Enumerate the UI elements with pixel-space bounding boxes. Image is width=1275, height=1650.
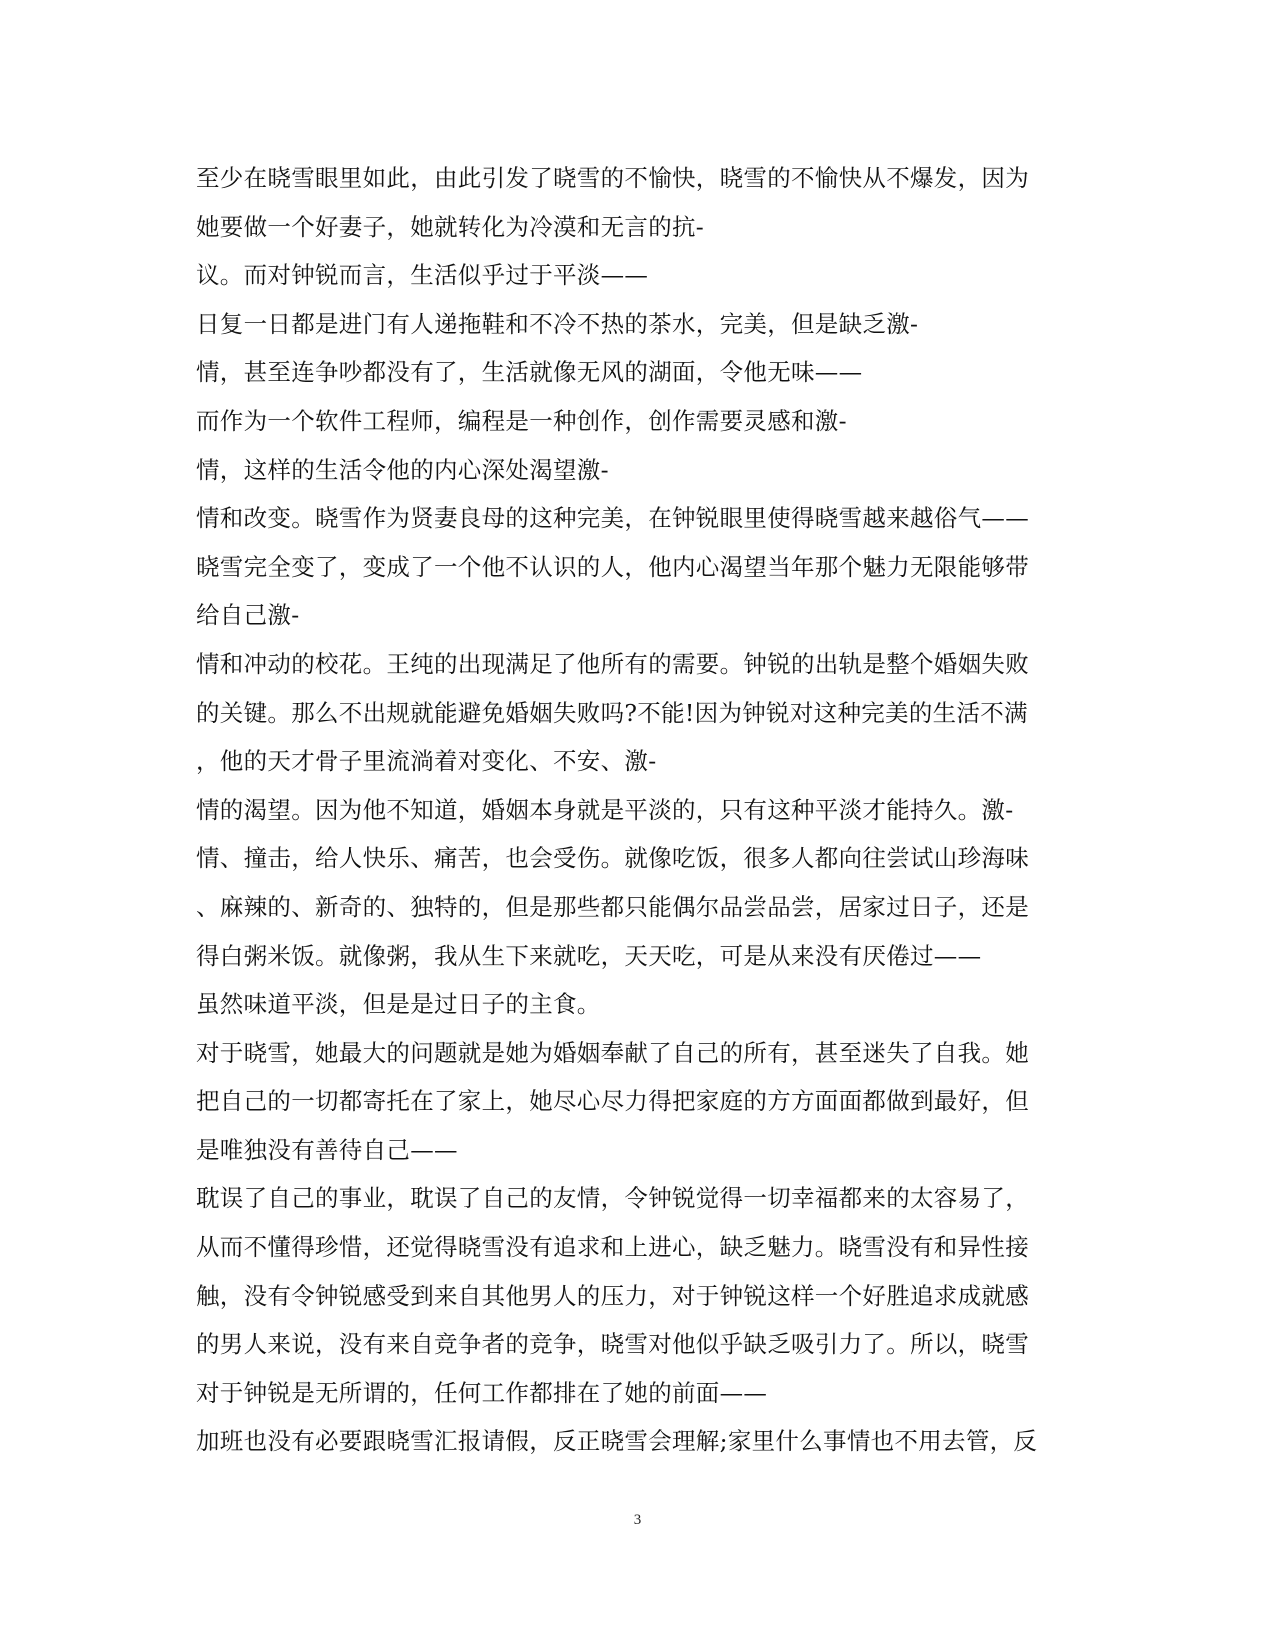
text-line: 而作为一个软件工程师，编程是一种创作，创作需要灵感和激- bbox=[196, 406, 847, 435]
page-number: 3 bbox=[633, 1512, 642, 1528]
text-line: 对于钟锐是无所谓的，任何工作都排在了她的前面—— bbox=[196, 1378, 768, 1407]
text-line: 情，这样的生活令他的内心深处渴望激- bbox=[196, 455, 609, 484]
text-line: 情、撞击，给人快乐、痛苦，也会受伤。就像吃饭，很多人都向往尝试山珍海味 bbox=[196, 844, 1029, 873]
text-line: 情的渴望。因为他不知道，婚姻本身就是平淡的，只有这种平淡才能持久。激- bbox=[196, 795, 1014, 824]
text-line: 对于晓雪，她最大的问题就是她为婚姻奉献了自己的所有，甚至迷失了自我。她 bbox=[196, 1038, 1029, 1067]
text-line: 情和改变。晓雪作为贤妻良母的这种完美，在钟锐眼里使得晓雪越来越俗气—— bbox=[196, 504, 1029, 533]
body-text bbox=[196, 154, 1096, 1466]
text-line: 情和冲动的校花。王纯的出现满足了他所有的需要。钟锐的出轨是整个婚姻失败 bbox=[196, 649, 1029, 678]
text-line: 虽然味道平淡，但是是过日子的主食。 bbox=[196, 990, 601, 1019]
text-line: 议。而对钟锐而言，生活似乎过于平淡—— bbox=[196, 261, 649, 290]
text-line: 情，甚至连争吵都没有了，生活就像无风的湖面，令他无味—— bbox=[196, 358, 863, 387]
text-line: 给自己激- bbox=[196, 601, 300, 630]
text-line: 晓雪完全变了，变成了一个他不认识的人，他内心渴望当年那个魅力无限能够带 bbox=[196, 552, 1029, 581]
text-line: 日复一日都是进门有人递拖鞋和不冷不热的茶水，完美，但是缺乏激- bbox=[196, 309, 919, 338]
text-line: 她要做一个好妻子，她就转化为冷漠和无言的抗- bbox=[196, 212, 705, 241]
text-line: ，他的天才骨子里流淌着对变化、不安、激- bbox=[196, 747, 657, 776]
text-line: 耽误了自己的事业，耽误了自己的友情，令钟锐觉得一切幸福都来的太容易了， bbox=[196, 1184, 1029, 1213]
text-line: 得白粥米饭。就像粥，我从生下来就吃，天天吃，可是从来没有厌倦过—— bbox=[196, 941, 982, 970]
text-line: 、麻辣的、新奇的、独特的，但是那些都只能偶尔品尝品尝，居家过日子，还是 bbox=[196, 892, 1029, 921]
text-line: 触，没有令钟锐感受到来自其他男人的压力，对于钟锐这样一个好胜追求成就感 bbox=[196, 1281, 1029, 1310]
text-line: 把自己的一切都寄托在了家上，她尽心尽力得把家庭的方方面面都做到最好，但 bbox=[196, 1087, 1029, 1116]
text-line: 加班也没有必要跟晓雪汇报请假，反正晓雪会理解;家里什么事情也不用去管，反 bbox=[196, 1427, 1038, 1456]
text-line: 从而不懂得珍惜，还觉得晓雪没有追求和上进心，缺乏魅力。晓雪没有和异性接 bbox=[196, 1233, 1029, 1262]
text-line: 至少在晓雪眼里如此，由此引发了晓雪的不愉快，晓雪的不愉快从不爆发，因为 bbox=[196, 164, 1029, 192]
text-line: 是唯独没有善待自己—— bbox=[196, 1135, 458, 1164]
text-line: 的关键。那么不出规就能避免婚姻失败吗?不能!因为钟锐对这种完美的生活不满 bbox=[196, 698, 1028, 727]
text-line: 的男人来说，没有来自竞争者的竞争，晓雪对他似乎缺乏吸引力了。所以，晓雪 bbox=[196, 1330, 1029, 1359]
